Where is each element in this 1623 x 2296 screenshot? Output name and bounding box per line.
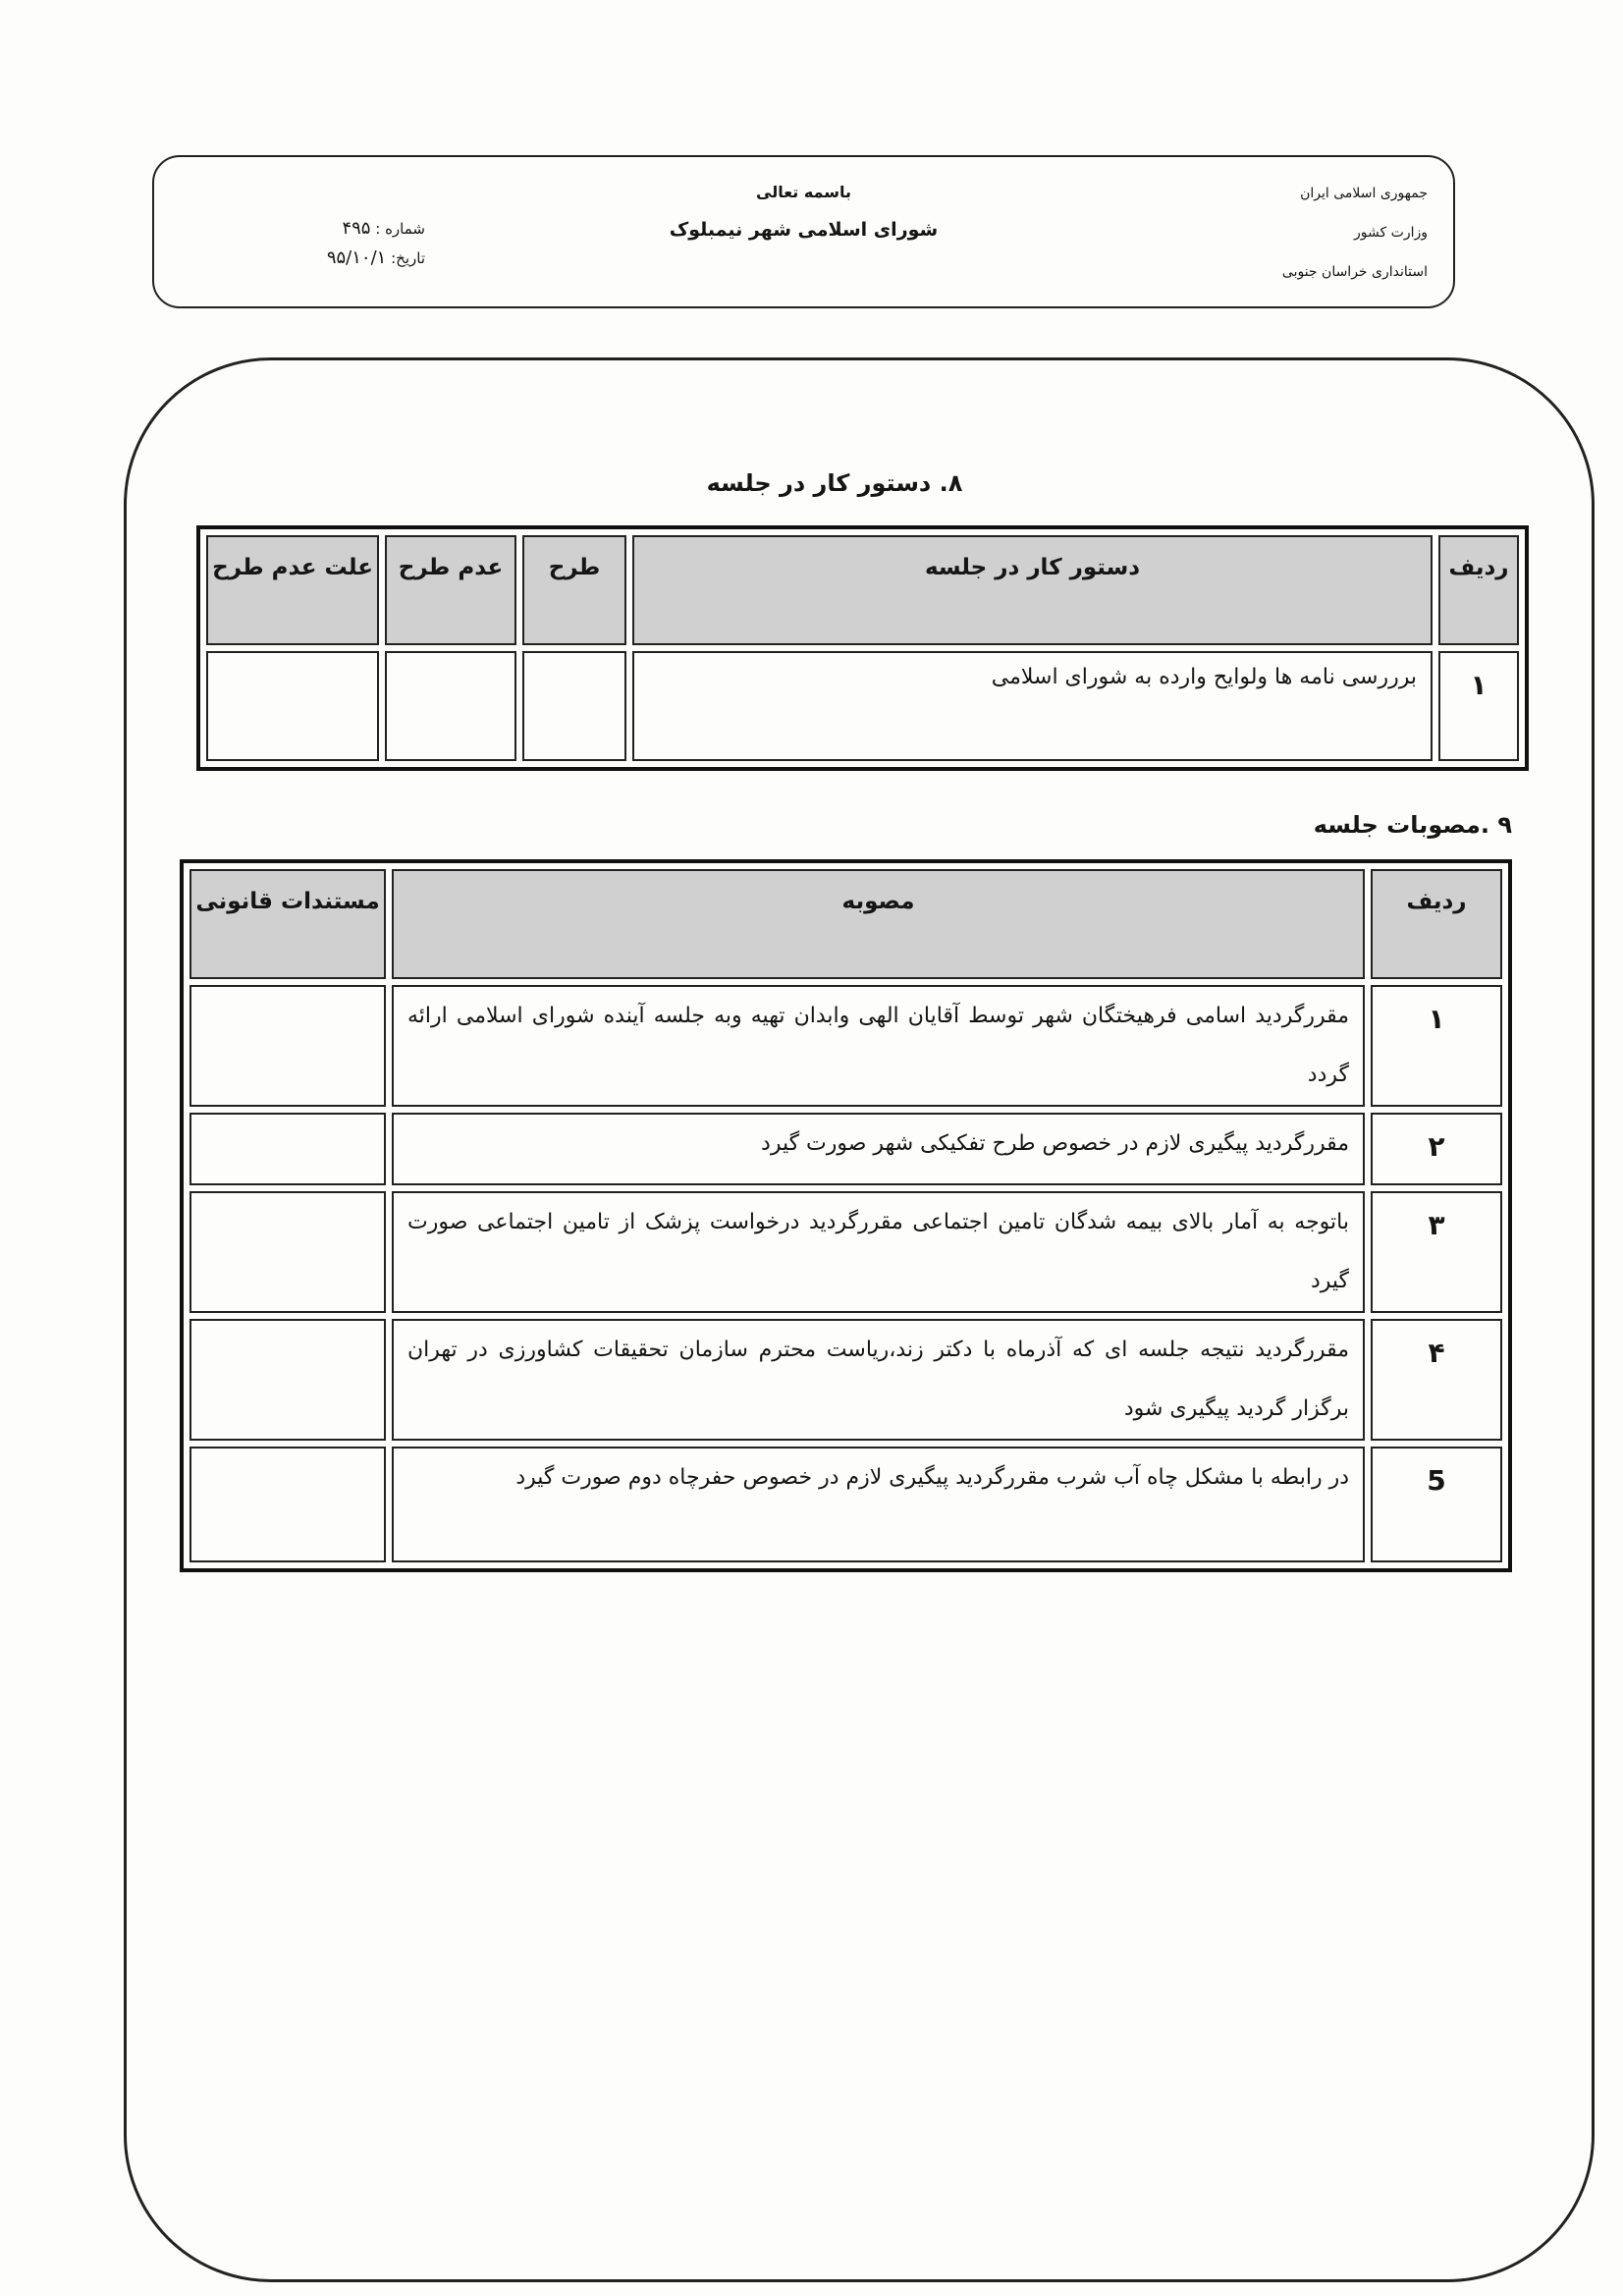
resolution-text: مقررگردید پیگیری لازم در خصوص طرح تفکیکی شهر صورت گیرد — [392, 1113, 1365, 1185]
agenda-item-text: برررسی نامه ها ولوایح وارده به شورای اسلامی — [632, 651, 1433, 761]
resolutions-table — [180, 859, 1512, 1572]
letter-meta — [189, 218, 425, 277]
legal-documents-cell — [189, 1447, 386, 1562]
resolution-text: مقررگردید اسامی فرهیختگان شهر توسط آقایان الهی وابدان تهیه وبه جلسه آینده شورای اسلامی ارائه گردد — [392, 985, 1365, 1107]
number-label: شماره : — [375, 220, 425, 238]
org-line: جمهوری اسلامی ایران — [1300, 186, 1428, 201]
table-row — [189, 1113, 1502, 1185]
col-plan: طرح — [522, 535, 626, 645]
number-value: ۴۹۵ — [342, 218, 371, 239]
col-no-plan-reason: علت عدم طرح — [206, 535, 379, 645]
resolution-text: مقررگردید نتیجه جلسه ای که آذرماه با دکتر زند،ریاست محترم سازمان تحقیقات کشاورزی در تهران برگزار گردید پیگیری شود — [392, 1319, 1365, 1441]
col-resolution: مصوبه — [392, 869, 1365, 979]
reason-cell — [206, 651, 379, 761]
table-header-row — [206, 535, 1519, 645]
resolution-text: باتوجه به آمار بالای بیمه شدگان تامین اجتماعی مقررگردید درخواست پزشک از تامین اجتماعی صورت گیرد — [392, 1191, 1365, 1313]
col-agenda-item: دستور کار در جلسه — [632, 535, 1433, 645]
resolutions-section-title: ۹ .مصوبات جلسه — [1313, 811, 1512, 839]
table-row — [206, 651, 1519, 761]
row-number: ۱ — [1438, 651, 1519, 761]
row-number: 5 — [1371, 1447, 1502, 1562]
table-row — [189, 1319, 1502, 1441]
table-header-row — [189, 869, 1502, 979]
table-row — [189, 1191, 1502, 1313]
col-row-number: ردیف — [1438, 535, 1519, 645]
legal-documents-cell — [189, 1319, 386, 1441]
letter-number — [189, 218, 425, 247]
letterhead — [152, 155, 1455, 308]
agenda-section-title: ۸. دستور کار در جلسه — [706, 469, 963, 497]
col-row-number: ردیف — [1371, 869, 1502, 979]
row-number: ۲ — [1371, 1113, 1502, 1185]
row-number: ۴ — [1371, 1319, 1502, 1441]
legal-documents-cell — [189, 985, 386, 1107]
row-number: ۱ — [1371, 985, 1502, 1107]
resolution-text: در رابطه با مشکل چاه آب شرب مقررگردید پیگیری لازم در خصوص حفرچاه دوم صورت گیرد — [392, 1447, 1365, 1562]
council-name: شورای اسلامی شهر نیمبلوک — [669, 219, 939, 241]
col-legal-documents: مستندات قانونی — [189, 869, 386, 979]
table-row — [189, 985, 1502, 1107]
letter-date — [189, 247, 425, 277]
no-plan-cell — [385, 651, 516, 761]
row-number: ۳ — [1371, 1191, 1502, 1313]
legal-documents-cell — [189, 1191, 386, 1313]
date-label: تاریخ: — [391, 249, 425, 267]
date-value: ۹۵/۱۰/۱ — [326, 247, 387, 268]
table-row — [189, 1447, 1502, 1562]
agenda-table — [196, 525, 1529, 771]
col-no-plan: عدم طرح — [385, 535, 516, 645]
legal-documents-cell — [189, 1113, 386, 1185]
invocation: باسمه تعالی — [756, 183, 851, 201]
org-line: استانداری خراسان جنوبی — [1281, 264, 1428, 280]
org-line: وزارت کشور — [1354, 225, 1428, 241]
plan-cell — [522, 651, 626, 761]
